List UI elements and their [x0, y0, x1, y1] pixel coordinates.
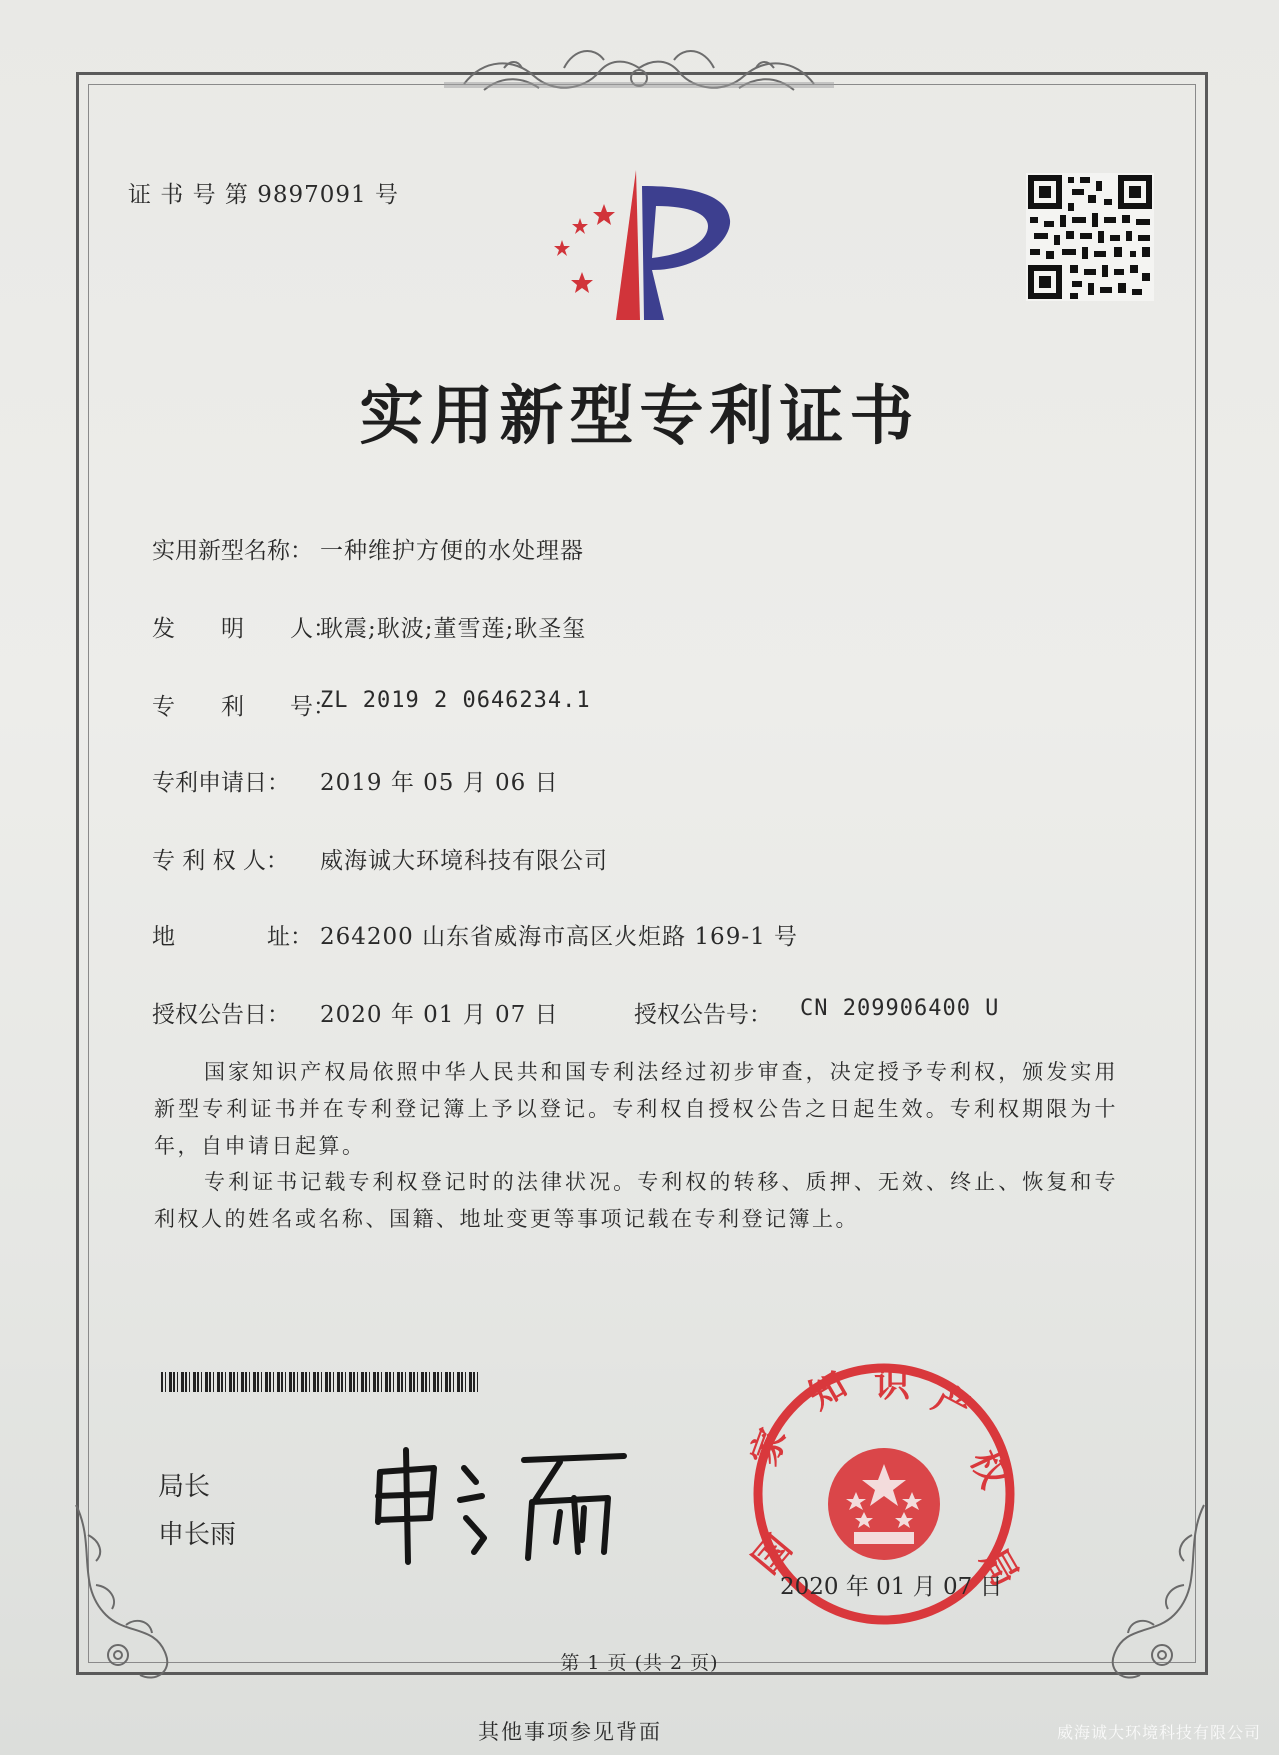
patent-number-label: 专 利 号：: [152, 694, 336, 720]
qr-code-icon: [1026, 173, 1154, 301]
utility-model-name-label: 实用新型名称：: [152, 538, 313, 564]
filing-date-value: 2019 年 05 月 06 日: [320, 770, 559, 796]
barcode-icon: [161, 1372, 479, 1392]
seal-date: 2020 年 01 月 07 日: [780, 1574, 1003, 1600]
seal-char-7: 局: [972, 1542, 1026, 1594]
address-label: 地 址：: [152, 924, 313, 950]
patent-number-value: ZL 2019 2 0646234.1: [320, 688, 591, 713]
seal-char-2: 家: [743, 1423, 795, 1472]
seal-char-3: 知: [802, 1364, 854, 1418]
page-indicator: 第 1 页 (共 2 页): [560, 1652, 719, 1674]
grant-number-value: CN 209906400 U: [800, 996, 1000, 1021]
certificate-number-suffix: 号: [375, 182, 399, 208]
inventor-label: 发 明 人：: [152, 616, 336, 642]
certificate-number: [128, 176, 399, 209]
address-value: 264200 山东省威海市高区火炬路 169-1 号: [320, 924, 799, 950]
certificate-number-label: 证 书 号 第: [128, 182, 249, 208]
utility-model-name-value: 一种维护方便的水处理器: [320, 538, 584, 564]
grant-date-value: 2020 年 01 月 07 日: [320, 1002, 559, 1028]
patentee-value: 威海诚大环境科技有限公司: [320, 848, 608, 874]
grant-date-label: 授权公告日：: [152, 1002, 290, 1028]
seal-char-6: 权: [961, 1444, 1015, 1495]
grant-number-label: 授权公告号：: [634, 1002, 772, 1028]
inventor-value: 耿震;耿波;董雪莲;耿圣玺: [320, 616, 587, 642]
body-paragraph-2: 专利证书记载专利权登记时的法律状况。专利权的转移、质押、无效、终止、恢复和专利权人的姓名或名称、国籍、地址变更等事项记载在专利登记簿上。: [154, 1170, 1118, 1231]
filing-date-label: 专利申请日：: [152, 770, 290, 796]
director-signature: [364, 1442, 644, 1572]
watermark-text: 威海诚大环境科技有限公司: [1056, 1723, 1261, 1742]
body-paragraph-1: 国家知识产权局依照中华人民共和国专利法经过初步审查，决定授予专利权，颁发实用新型专利证书并在专利登记簿上予以登记。专利权自授权公告之日起生效。专利权期限为十年，自申请日起算。: [154, 1060, 1118, 1158]
seal-char-5: 产: [925, 1377, 977, 1431]
cnipa-logo-icon: [540, 170, 740, 320]
ornament-top-icon: [444, 38, 834, 110]
certificate-number-value: 9897091: [257, 182, 367, 208]
director-name: 申长雨: [158, 1520, 237, 1550]
patentee-label: 专 利 权 人：: [152, 848, 289, 874]
seal-char-1: 国: [745, 1527, 801, 1582]
seal-char-4: 识: [874, 1364, 911, 1405]
director-title: 局长: [158, 1472, 211, 1502]
certificate-title: 实用新型专利证书: [359, 380, 920, 454]
back-note: 其他事项参见背面: [478, 1720, 662, 1744]
